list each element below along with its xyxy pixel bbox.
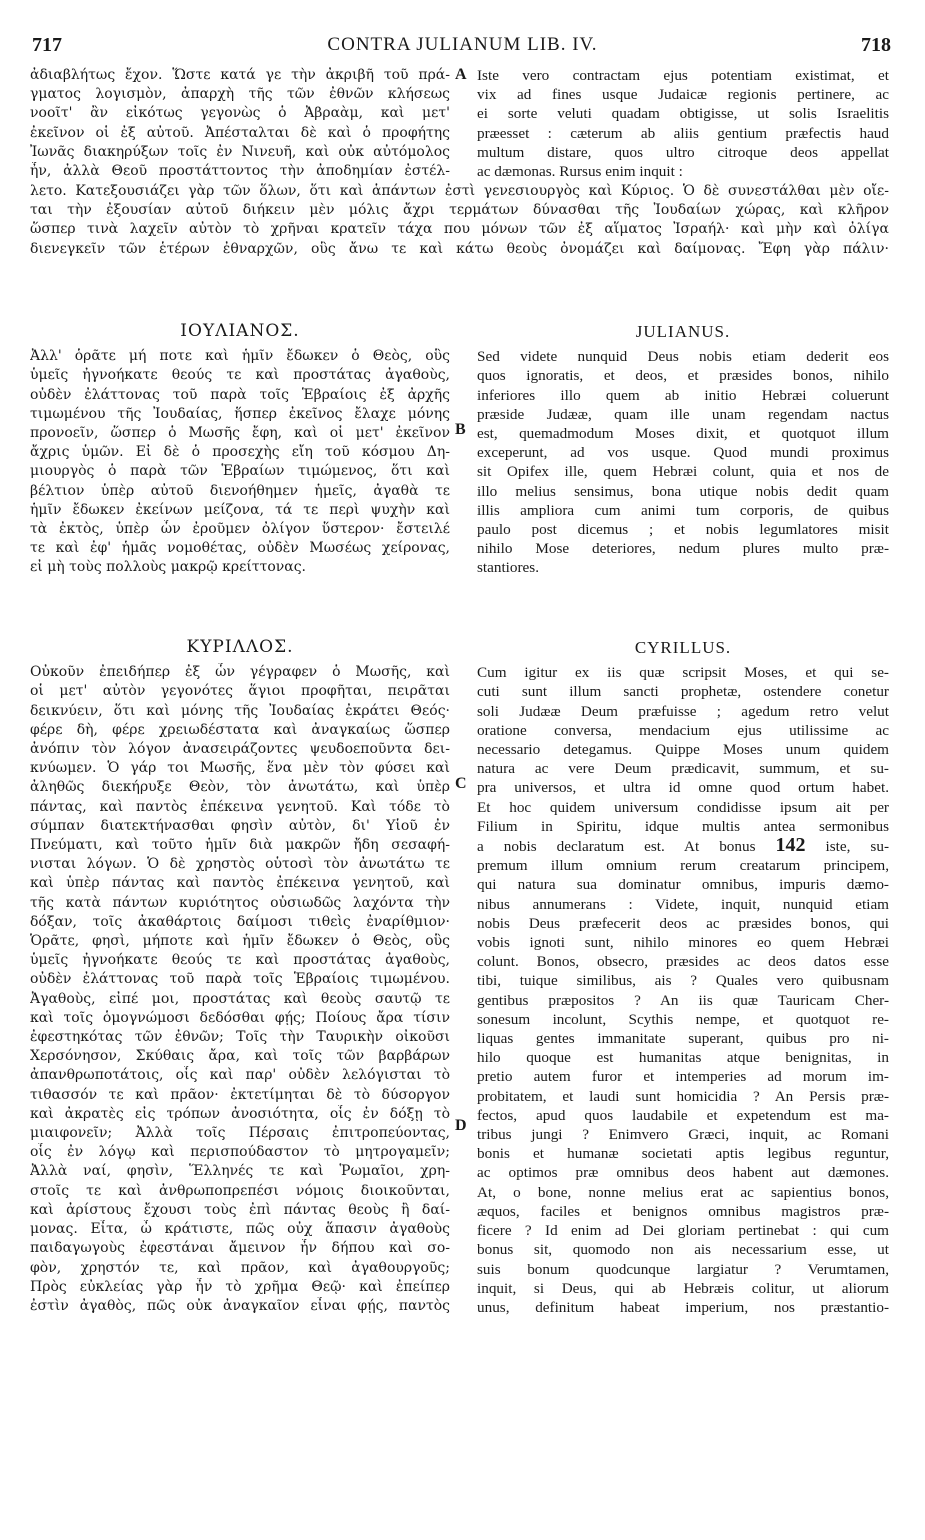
text-line: τε καὶ ἐφ' ἡμᾶς νομοθέτας, οὐδὲν Μωσέως χείρονας,: [30, 540, 450, 557]
text-fragment: iste, su-: [805, 838, 889, 856]
text-line: ἐστὶν ἀγαθὸς, πῶς οὐκ ἀναγκαῖον εἶναι φῄς, παντὸς: [30, 1297, 450, 1314]
text-line: cuti sunt illum sancti prophetæ, ostendere conetur: [477, 683, 889, 701]
text-line: καὶ τοῖς ὁμογνώμοσι δεδόσθαι φῄς; Ποίους ἄρα τίσιν: [30, 1009, 450, 1026]
text-line: οὐδὲν ἐλάττονας τοῦ παρὰ τοῖς Ἑβραίοις τιμωμένου.: [30, 971, 450, 988]
text-line: δόξαν, τοῖς ἀκαθάρτοις δαίμοσι τιθεὶς ἐναρίθμιον·: [30, 913, 450, 930]
text-line: τιμωμένου τῆς Ἰουδαίας, ἥσπερ ἐκεῖνος ἔλαχε μόνης: [30, 405, 450, 422]
text-line: καὶ ἀκρατὲς εἰς τρόπων ἀνοσιότητα, οἷς ἐν δόξῃ τὸ: [30, 1105, 450, 1122]
text-line: Οὐκοῦν ἐπειδήπερ ἐξ ὧν γέγραφεν ὁ Μωσῆς, καὶ: [30, 664, 450, 681]
text-line: ἄχρις ὑμῶν. Εἰ δὲ ὁ προσεχὴς εἴη τοῦ κόσμου Δη-: [30, 444, 450, 461]
cyril-greek-heading: ΚΥΡΙΛΛΟΣ.: [186, 637, 294, 657]
text-line: stantiores.: [477, 559, 540, 577]
text-line: γματος λογισμὸν, ἀπαρχὴ τῆς τῶν ἐθνῶν κλήσεως: [30, 86, 450, 103]
text-line: λετο. Κατεξουσιάζει γὰρ τῶν ὅλων, ὅτι καὶ ἁπάντων ἐστὶ γενεσιουργὸς καὶ Κύριος. Ὁ δὲ συνεστάλθαι μὲν οἴε-: [30, 183, 889, 199]
text-line: βέλτιον ὑπὲρ αὐτοῦ διενοήθημεν ἡμεῖς, ἀγαθὰ τε: [30, 482, 450, 499]
intro-greek-column: [30, 66, 450, 181]
julian-greek-column: [30, 318, 450, 578]
text-line: inferiores illo quem ab initio Hebræi coluerunt: [477, 386, 889, 404]
text-line: fectos, apud quos laudabile et expetendum est ma-: [477, 1106, 889, 1124]
text-line: illis ampliora cum animi tum corporis, de quibus: [477, 501, 889, 519]
text-line: ἡμῖν ἔδωκεν ἐκείνων μείζονα, τά τε περὶ ψυχὴν καὶ: [30, 501, 450, 518]
text-line: νισται λόγων. Ὁ δὲ χρηστὸς οὑτοσὶ τὸν ἀνωτάτω τε: [30, 856, 450, 873]
text-line: εἰ μὴ τοὺς πολλοὺς μακρῷ κρείττονας.: [30, 559, 307, 576]
text-line: Sed videte nunquid Deus nobis etiam dederit eos: [477, 348, 889, 366]
text-line: Πρὸς εὐκλείας γὰρ ἦν τὸ χρῆμα Θεῷ· καὶ ἐπείπερ: [30, 1278, 450, 1295]
text-line: qui natura sua dominatur omnibus, impuris dæmo-: [477, 876, 889, 894]
text-line: est, quemadmodum Moses dixit, et quotquot illum: [477, 425, 889, 443]
julian-latin-heading: JULIANUS.: [635, 322, 731, 341]
text-line: τὰ ἐκτὸς, ὑπὲρ ὧν ἐροῦμεν ὀλίγον ὕστερον· ἔστειλέ: [30, 521, 450, 538]
text-line: στοῖς τε καὶ ἀνθρωποπρεπέσι νόμοις διοικοῦνται,: [30, 1182, 450, 1199]
text-line: Ἀλλ' ὁρᾶτε μή ποτε καὶ ἡμῖν ἔδωκεν ὁ Θεὸς, οὓς: [30, 348, 450, 365]
text-line: tribus jungi ? Enimvero Græci, inquit, ac Romani: [477, 1126, 889, 1144]
text-line: bonus sit, quomodo non ais necessarium esse, ut: [477, 1241, 889, 1259]
text-line: Filium in Spiritu, idque multis antea sermonibus: [477, 817, 889, 835]
text-fragment: a nobis declaratum est. At bonus: [477, 838, 776, 856]
text-line: Ἀγαθοὺς, εἰπέ μοι, προστάτας καὶ θεοὺς σαυτῷ τε: [30, 990, 450, 1007]
text-line: τιθασσόν τε καὶ πρᾶον· ἐκτετίμηται δὲ τὸ δύσοργον: [30, 1086, 450, 1103]
text-line: multum distare, quos ultro citroque deos appellat: [477, 143, 889, 161]
text-line: Iste vero contractam ejus potentiam existimat, et: [477, 67, 889, 84]
intro-latin-column: [477, 66, 889, 181]
text-line: nibus annumerans : Videte, inquit, nunquid etiam: [477, 895, 889, 913]
text-line: φέρε δὴ, φέρε χρειωδέστατα καὶ ἀναγκαίως ὥσπερ: [30, 721, 450, 738]
text-line: τῆς κατὰ πάντων κυριότητος οὐσιωδῶς λαχόντα τὴν: [30, 894, 450, 911]
column-number-marker: 142: [775, 836, 806, 857]
cyril-latin-column: [477, 634, 889, 1317]
text-line: οὐδὲν ἐλάττονας τοῦ παρὰ τοῖς Ἑβραίοις ἐξ ἀρχῆς: [30, 386, 450, 403]
text-line: πάντας, καὶ παντὸς ἐπέκεινα γενητοῦ. Καὶ τόδε τὸ: [30, 798, 450, 815]
text-line: μονας. Εἶτα, ὦ κράτιστε, πῶς οὐχ ἅπασιν ἀγαθοὺς: [30, 1221, 450, 1238]
margin-marker-a: A: [455, 66, 467, 83]
text-line: ἀληθῶς διεκήρυξε Θεὸν, τὸν ἀνωτάτω, καὶ ὑπὲρ: [30, 779, 450, 796]
text-line: μιουργὸς ὁ παρὰ τῶν Ἑβραίων τιμώμενος, ὅτι καὶ: [30, 463, 450, 480]
text-line: οἷς ἐν λόγῳ καὶ περισπούδαστον τὸ μητρογαμεῖν;: [30, 1144, 450, 1161]
text-line: ac optimos præ omnibus deos habent aut dæmones.: [477, 1164, 889, 1182]
text-line: nihilo Mose deteriores, nedum plures multo præ-: [477, 540, 889, 558]
text-line: μιαιφονεῖν; Ἀλλὰ τοῖς Πέρσαις ἐπιτροπεύοντας,: [30, 1125, 450, 1142]
text-line: Ἀλλὰ ναί, φησὶν, Ἕλληνές τε καὶ Ῥωμαῖοι, χρη-: [30, 1163, 450, 1180]
text-line: gentibus præpositos ? An iis quæ Tauricam Cher-: [477, 991, 889, 1009]
text-line: bonis et humanæ societati aptis legibus reguntur,: [477, 1145, 889, 1163]
text-line: φὸν, χρηστόν τε, καὶ πρᾶον, καὶ ἀγαθουργοῦς;: [30, 1259, 450, 1276]
text-line: nobis Deus præfecerit deos ac præsides bonos, qui: [477, 914, 889, 932]
text-line: unus, definitum habeat imperium, nos præstantio-: [477, 1298, 889, 1316]
text-line: παιδαγωγοὺς ἐφεστάναι ἄμεινον ἦν δήπου καὶ σο-: [30, 1240, 450, 1257]
text-line: ἀνόπιν τὸν λόγον ἀνασειράζοντες ψευδοεποῦντα δει-: [30, 741, 450, 758]
text-line: exceperunt, ad vos usque. Quod mundi proximus: [477, 444, 889, 462]
text-line: ἀπανθρωποτάτοις, οἷς καὶ παρ' οὐδὲν λελόγισται τὸ: [30, 1067, 450, 1084]
text-line: inquit, si Deus, qui ab Hebræis colitur, ut aliorum: [477, 1279, 889, 1297]
text-line: liquas gentes immanitate superant, quibus pro ni-: [477, 1030, 889, 1048]
margin-marker-c: C: [455, 775, 467, 792]
text-line: probitatem, et laudi sunt homicidia ? An Persis præ-: [477, 1087, 889, 1105]
text-line: ἦν, ἀλλὰ Θεοῦ προστάττοντος τὴν ἀποδημίαν ἐστέλ-: [30, 163, 450, 180]
text-line: vix ad fines usque Judaicæ regionis pertinere, ac: [477, 86, 889, 104]
text-line: καὶ ὑπὲρ πάντας καὶ παντὸς ἐπέκεινα γενητοῦ, καὶ: [30, 875, 450, 892]
cyril-latin-heading: CYRILLUS.: [634, 638, 732, 657]
text-line: æquos, faciles et benignos omnibus magistros præ-: [477, 1202, 889, 1220]
text-line: διενεγκεῖν τῶν ἑτέρων ἐθναρχῶν, οὓς ἄνω τε καὶ κάτω θεοὺς ὀνομάζει καὶ δαίμονας. Ἔφη γὰρ πάλιν·: [30, 240, 889, 257]
text-line: νοοῖτ' ἂν εἰκότως γεγονὼς ὁ Ἀβραὰμ, καὶ μετ': [30, 105, 450, 122]
text-line: pretio autem furor et intemperies ad morum im-: [477, 1068, 889, 1086]
text-line: οἱ μετ' αὐτὸν γεγονότες ἅγιοι προφῆται, πειρᾶται: [30, 683, 450, 700]
julian-latin-column: [477, 318, 889, 578]
text-line: sit Opifex ille, quem Hebræi colunt, quia et nos de: [477, 463, 889, 481]
text-line: præside Judææ, quam ille unam regendam nactus: [477, 405, 889, 423]
text-line: pra universos, et ultra id omne quod ortum habet.: [477, 779, 889, 797]
intro-wide-block: [30, 182, 889, 259]
text-line: ὥσπερ τινὰ λαχεῖν αὐτὸν τὸ χρῆναι κρατεῖν τάχα που μόνων τῶν ἐξ αἵματος Ἰσραήλ· καὶ μὴν καὶ ὀλίγα: [30, 221, 889, 238]
text-line: ἀδιαβλήτως ἔχον. Ὥστε κατά γε τὴν ἀκριβῆ τοῦ πρά-: [30, 67, 450, 83]
text-line: ἐφεστηκότας τῶν ἐθνῶν; Τοῖς τὴν Ταυρικὴν οἰκοῦσι: [30, 1029, 450, 1046]
margin-marker-d: D: [455, 1117, 467, 1134]
text-line: Et hoc quidem universum condidisse ipsum ait per: [477, 798, 889, 816]
text-line: Πνεύματι, καὶ τοῦτο ἡμῖν διὰ μακρῶν ἤδη σεσαφή-: [30, 837, 450, 854]
text-line: premum illum omnium rerum creatarum principem,: [477, 857, 889, 875]
text-line: colunt. Bonos, obsecro, præsides ac deos datos esse: [477, 953, 889, 971]
text-line: ται τὴν ἐξουσίαν αὐτοῦ διήκειν μὲν μόλις ἄχρι τερμάτων δύνασθαι τῆς Ἰουδαίων χώρας, καὶ κλῆρον: [30, 202, 889, 219]
running-header: [0, 0, 925, 70]
text-line: hilo quoque est humanitas atque benignitas, in: [477, 1049, 889, 1067]
text-line: oratione conversa, mendacium ejus utilissime ac: [477, 721, 889, 739]
text-line: præesset : cæterum ab aliis gentium præfectis haud: [477, 124, 889, 142]
cyril-greek-column: [30, 634, 450, 1316]
text-line: Ὁρᾶτε, φησὶ, μήποτε καὶ ἡμῖν ἔδωκεν ὁ Θεὸς, οὓς: [30, 933, 450, 950]
running-title: CONTRA JULIANUM LIB. IV.: [327, 34, 598, 55]
text-line: paulo post dicemus ; et nobis legumlatores misit: [477, 521, 889, 539]
text-line: suis bonum quodcunque largiatur ? Verumtamen,: [477, 1260, 889, 1278]
julian-greek-heading: ΙΟΥΛΙΑΝΟΣ.: [180, 321, 300, 341]
page-number-left: 717: [32, 34, 62, 56]
text-line: ἐκεῖνον οἱ ἐξ αὐτοῦ. Ἀπέσταλται δὲ καὶ ὁ προφήτης: [30, 124, 450, 141]
text-line: [477, 836, 889, 856]
text-line: ὑμεῖς ἠγνοήκατε θεούς τε καὶ προστάτας ἀγαθοὺς,: [30, 952, 450, 969]
text-line: sonesum incolunt, Scythis nempe, et quotquot re-: [477, 1010, 889, 1028]
text-line: ac dæmonas. Rursus enim inquit :: [477, 163, 683, 181]
text-line: vobis ignoti sunt, nihilo minores eo quem Hebræi: [477, 934, 889, 952]
text-line: Cum igitur ex iis quæ scripsit Moses, et qui se-: [477, 664, 889, 682]
text-line: At, o bone, nonne melius erat ac sapientius bonos,: [477, 1183, 889, 1201]
text-line: κνύωμεν. Ὁ γάρ τοι Μωσῆς, ἕνα μὲν τὸν φύσει καὶ: [30, 760, 450, 777]
page-number-right: 718: [861, 34, 891, 56]
text-line: Ἰωνᾶς διακηρύξων τοῖς ἐν Νινευῆ, καὶ οὐκ αὐτόμολος: [30, 143, 450, 160]
text-line: Χερσόνησον, Σκύθαις ἄρα, καὶ τοῖς τῶν βαρβάρων: [30, 1048, 450, 1065]
text-line: ei sorte veluti quadam obtigisse, ut solis Israelitis: [477, 105, 889, 123]
text-line: necessario detegamus. Quippe Moses unum quidem: [477, 741, 889, 759]
text-line: προνοεῖν, ὥσπερ ὁ Μωσῆς ἔφη, καὶ οἱ μετ' ἐκεῖνον: [30, 425, 450, 442]
text-line: ficere ? Id enim ad Dei gloriam pertinebat : qui cum: [477, 1222, 889, 1240]
text-line: σύμπαν διατεκτήνασθαι φησὶν αὐτὸν, δι' Υἱοῦ ἐν: [30, 817, 450, 834]
text-line: natura ac vere Deum prædicavit, summum, et su-: [477, 760, 889, 778]
text-line: soli Judææ Deum præfuisse ; agedum retro velut: [477, 702, 889, 720]
text-line: καὶ ἀρίστους ἔχουσι τοὺς ἐπὶ πάντας θεοὺς ἢ δαί-: [30, 1201, 450, 1218]
text-line: ὑμεῖς ἠγνοήκατε θεούς τε καὶ προστάτας ἀγαθοὺς,: [30, 367, 450, 384]
text-line: illo melius sensimus, bona utique nobis dedit quam: [477, 482, 889, 500]
text-line: tibi, tuique similibus, ais ? Quales vero quibusnam: [477, 972, 889, 990]
text-line: δεικνύειν, ὅτι καὶ μόνης τῆς Ἰουδαίας ἐκράτει Θεός·: [30, 702, 450, 719]
text-line: quos ignoratis, et deos, et præsides bonos, nihilo: [477, 367, 889, 385]
margin-marker-b: B: [455, 421, 466, 438]
